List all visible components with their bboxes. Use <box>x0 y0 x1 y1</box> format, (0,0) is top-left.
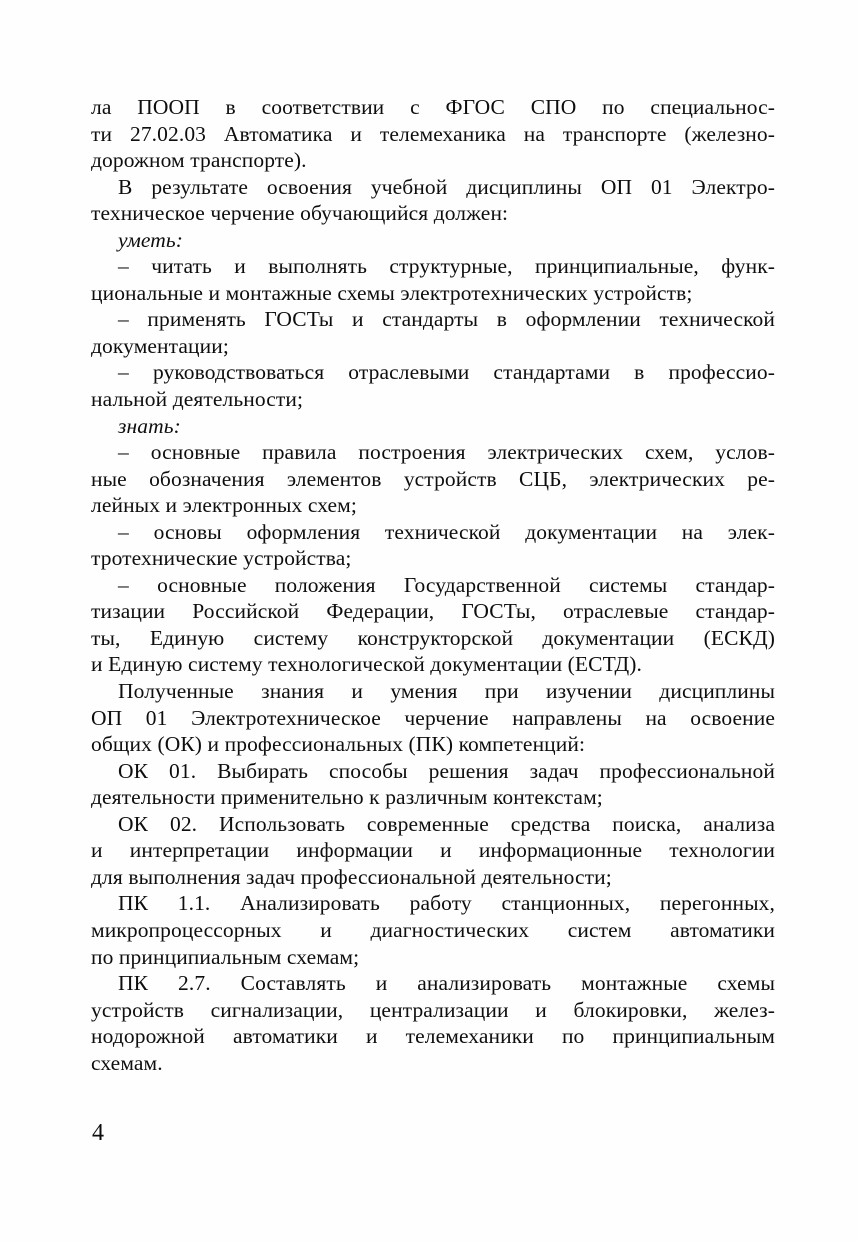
paragraph <box>91 758 775 811</box>
paragraph <box>91 519 775 572</box>
text-line: общих (ОК) и профессиональных (ПК) компетенций: <box>91 732 586 757</box>
text-line: ПК 2.7. Составлять и анализировать монтажные схемы <box>118 971 775 996</box>
text-line: – руководствоваться отраслевыми стандартами в профессио- <box>118 360 775 385</box>
text-line: – основные правила построения электрических схем, услов- <box>118 440 775 465</box>
text-line: ти 27.02.03 Автоматика и телемеханика на транспорте (железно- <box>91 121 775 146</box>
text-line: ОП 01 Электротехническое черчение направлены на освоение <box>91 705 775 730</box>
page-number: 4 <box>92 1120 104 1146</box>
paragraph <box>91 439 775 519</box>
paragraph <box>91 572 775 678</box>
text-line: деятельности применительно к различным контекстам; <box>91 785 603 810</box>
text-line: схемам. <box>91 1050 163 1075</box>
paragraph <box>91 227 775 254</box>
text-line: ты, Единую систему конструкторской документации (ЕСКД) <box>91 625 775 650</box>
text-line: нодорожной автоматики и телемеханики по принципиальным <box>91 1024 775 1049</box>
text-line: дорожном транспорте). <box>91 148 307 173</box>
paragraph <box>91 174 775 227</box>
text-line: устройств сигнализации, централизации и блокировки, желез- <box>91 997 775 1022</box>
text-line: тротехнические устройства; <box>91 546 352 571</box>
text-line: лейных и электронных схем; <box>91 493 357 518</box>
text-line: – основы оформления технической документации на элек- <box>118 519 775 544</box>
text-line: по принципиальным схемам; <box>91 944 360 969</box>
text-line: документации; <box>91 333 229 358</box>
text-line: – читать и выполнять структурные, принципиальные, функ- <box>118 254 775 279</box>
text-line: тизации Российской Федерации, ГОСТы, отраслевые стандар- <box>91 599 775 624</box>
text-line: ОК 02. Использовать современные средства поиска, анализа <box>118 811 775 836</box>
text-line: ОК 01. Выбирать способы решения задач профессиональной <box>118 758 775 783</box>
text-line: микропроцессорных и диагностических систем автоматики <box>91 917 775 942</box>
text-line: и интерпретации информации и информационные технологии <box>91 838 775 863</box>
text-line: уметь: <box>118 227 184 252</box>
paragraph <box>91 94 775 174</box>
text-line: и Единую систему технологической документации (ЕСТД). <box>91 652 642 677</box>
paragraph <box>91 890 775 970</box>
paragraph <box>91 359 775 412</box>
paragraph <box>91 413 775 440</box>
text-line: ла ПООП в соответствии с ФГОС СПО по специальнос- <box>91 95 775 119</box>
paragraph <box>91 811 775 891</box>
text-line: В результате освоения учебной дисциплины ОП 01 Электро- <box>118 174 775 199</box>
text-line: техническое черчение обучающийся должен: <box>91 201 509 226</box>
page-body-text <box>91 94 775 1076</box>
text-line: ПК 1.1. Анализировать работу станционных, перегонных, <box>118 891 775 916</box>
text-line: знать: <box>118 413 181 438</box>
text-line: ные обозначения элементов устройств СЦБ, электрических ре- <box>91 466 775 491</box>
text-line: Полученные знания и умения при изучении дисциплины <box>118 679 775 704</box>
text-line: – основные положения Государственной системы стандар- <box>118 572 775 597</box>
text-line: нальной деятельности; <box>91 387 304 412</box>
paragraph <box>91 678 775 758</box>
paragraph <box>91 253 775 306</box>
text-line: циональные и монтажные схемы электротехнических устройств; <box>91 280 693 305</box>
text-line: для выполнения задач профессиональной деятельности; <box>91 864 612 889</box>
paragraph <box>91 306 775 359</box>
paragraph <box>91 970 775 1076</box>
text-line: – применять ГОСТы и стандарты в оформлении технической <box>118 307 775 332</box>
